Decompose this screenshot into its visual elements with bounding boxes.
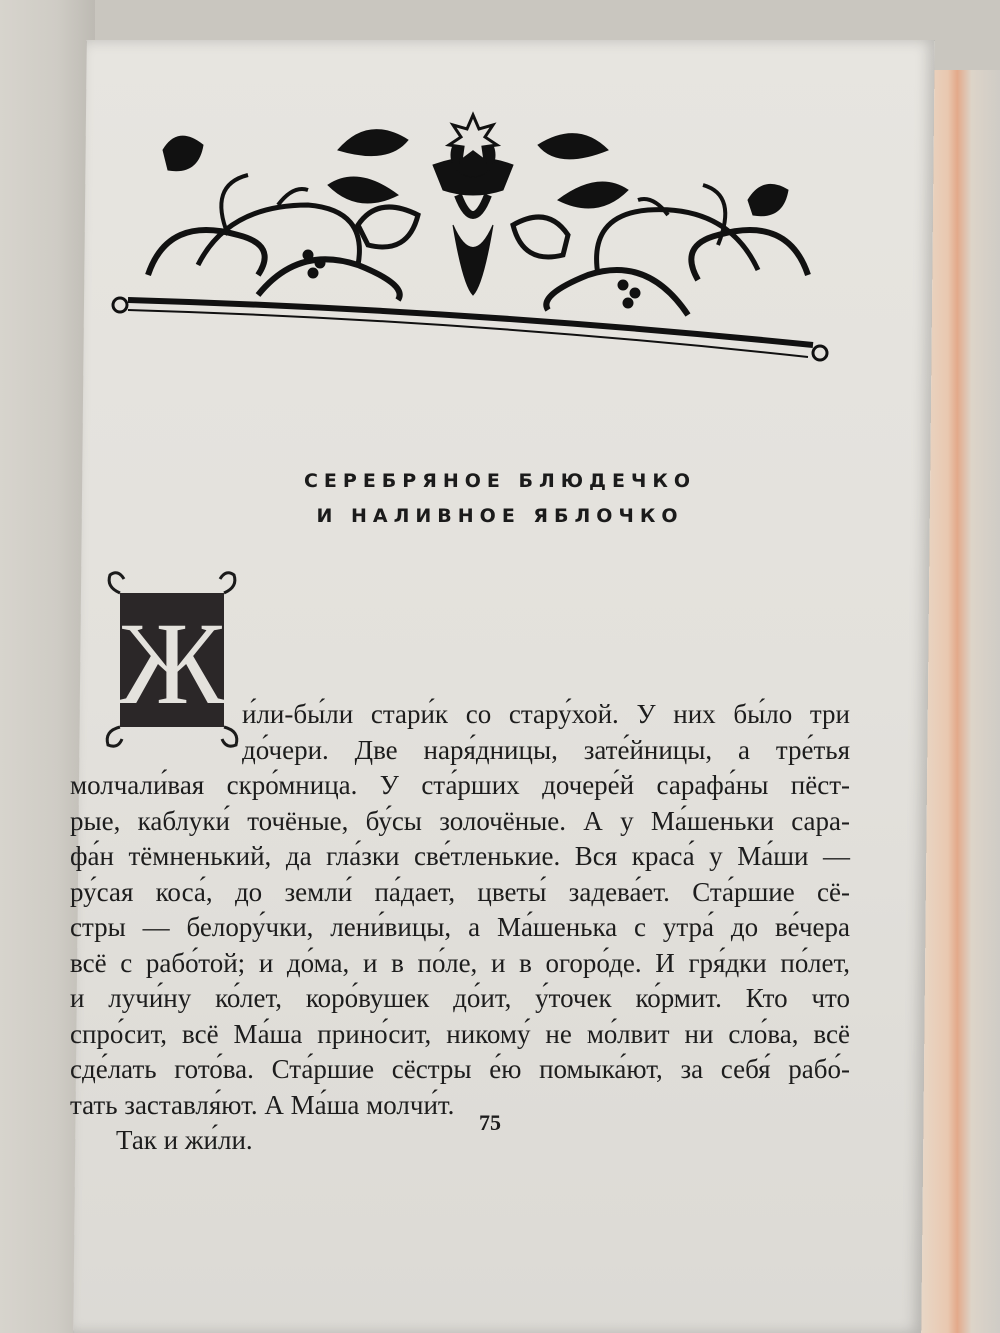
page-number: 75 [479, 1110, 501, 1135]
text-line: ру́сая коса́, до земли́ па́дает, цветы́ задева́ет. Ста́ршие сё- [70, 876, 850, 907]
text-line: всё с рабо́той; и до́ма, и в по́ле, и в огоро́де. И гря́дки по́лет, [70, 947, 850, 978]
text-line: молчали́вая скро́мница. У ста́рших дочере́й сарафа́ны пёст- [70, 770, 850, 800]
text-line-last-paragraph: Так и жи́ли. [116, 1125, 253, 1155]
text-line: сде́лать гото́ва. Ста́ршие сёстры е́ю помыка́ют, за себя́ рабо́- [70, 1054, 850, 1084]
svg-text:Ж: Ж [119, 598, 225, 729]
text-line: спро́сит, всё Ма́ша прино́сит, никому́ не мо́лвит ни сло́ва, всё [70, 1018, 850, 1049]
story-title-line-2: И НАЛИВНОЕ ЯБЛОЧКО [316, 505, 684, 527]
story-text [70, 697, 850, 1159]
text-line: фа́н тёмненький, да гла́зки све́тленькие. Вся краса́ у Ма́ши — [70, 841, 850, 871]
text-line: стры — белору́чки, лени́вицы, а Ма́шенька с утра́ до ве́чера [70, 912, 850, 942]
text-line: рые, каблуки́ точёные, бу́сы золочёные. А у Ма́шеньки сара- [70, 805, 850, 836]
text-line: тать заставля́ют. А Ма́ша молчи́т. [70, 1089, 455, 1120]
ornament-headpiece [108, 95, 838, 365]
text-line: и́ли-бы́ли стари́к со стару́хой. У них бы́ло три [242, 699, 850, 729]
text-line: до́чери. Две наря́дницы, зате́йницы, а тре́тья [242, 734, 850, 765]
story-title-line-1: СЕРЕБРЯНОЕ БЛЮДЕЧКО [303, 470, 696, 492]
text-line: и лучи́ну ко́лет, коро́вушек до́ит, у́точек ко́рмит. Кто что [70, 983, 850, 1013]
